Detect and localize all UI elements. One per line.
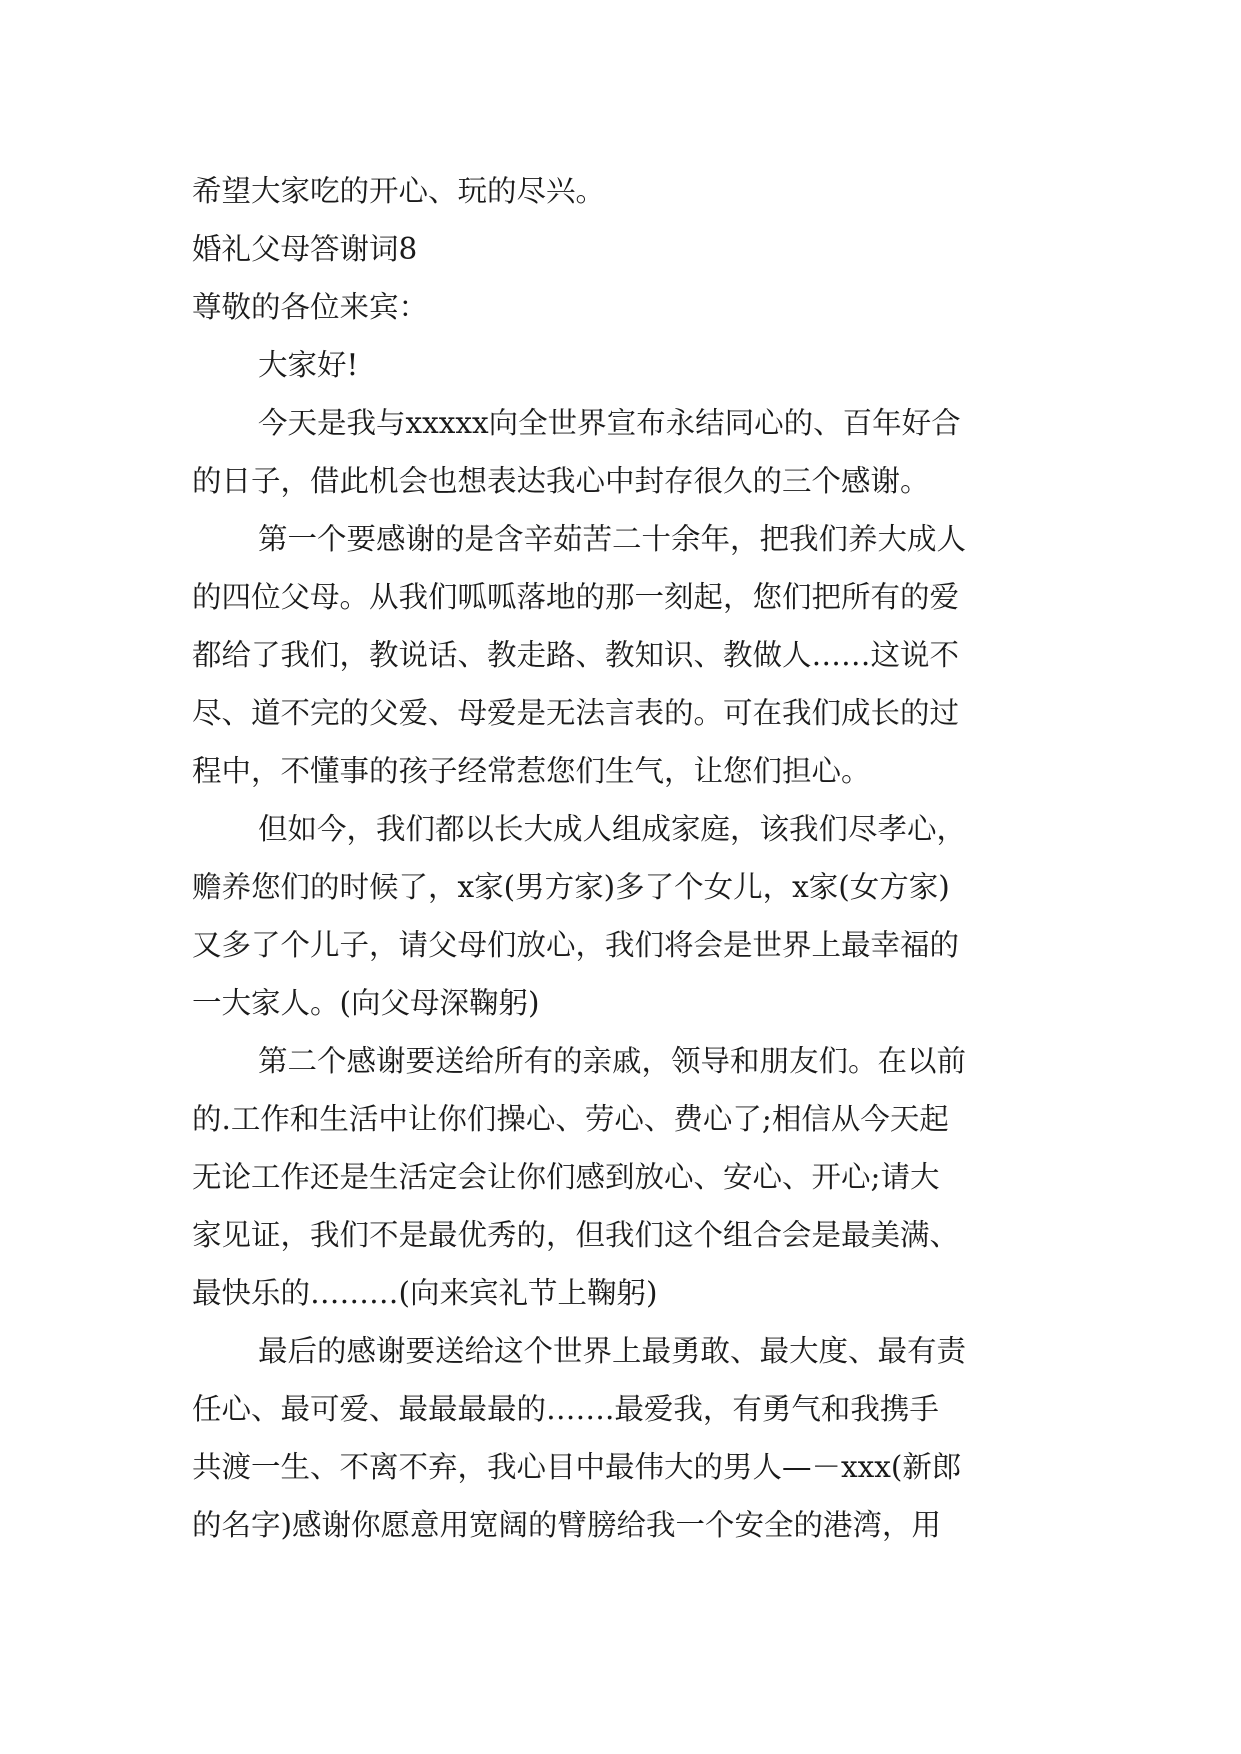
paragraph-line: 今天是我与xxxxx向全世界宣布永结同心的、百年好合 bbox=[258, 406, 961, 440]
section-heading: 婚礼父母答谢词8 bbox=[192, 232, 418, 266]
salutation: 尊敬的各位来宾： bbox=[192, 290, 429, 324]
paragraph-line: 家见证，我们不是最优秀的，但我们这个组合会是最美满、 bbox=[192, 1218, 960, 1252]
paragraph-line: 的.工作和生活中让你们操心、劳心、费心了;相信从今天起 bbox=[192, 1102, 949, 1136]
paragraph-line: 程中，不懂事的孩子经常惹您们生气，让您们担心。 bbox=[192, 754, 871, 788]
paragraph-line: 的日子，借此机会也想表达我心中封存很久的三个感谢。 bbox=[192, 464, 930, 498]
paragraph-line: 第一个要感谢的是含辛茹苦二十余年，把我们养大成人 bbox=[258, 522, 967, 556]
paragraph-line: 赡养您们的时候了，x家(男方家)多了个女儿，x家(女方家) bbox=[192, 870, 950, 904]
greeting: 大家好! bbox=[258, 348, 359, 382]
paragraph-line: 一大家人。(向父母深鞠躬) bbox=[192, 986, 540, 1020]
paragraph-line: 的四位父母。从我们呱呱落地的那一刻起，您们把所有的爱 bbox=[192, 580, 960, 614]
paragraph-line: 但如今，我们都以长大成人组成家庭，该我们尽孝心， bbox=[258, 812, 967, 846]
paragraph-line: 任心、最可爱、最最最最的…….最爱我，有勇气和我携手 bbox=[192, 1392, 939, 1426]
paragraph-line: 又多了个儿子，请父母们放心，我们将会是世界上最幸福的 bbox=[192, 928, 960, 962]
document-body bbox=[192, 162, 1052, 1554]
paragraph-line: 希望大家吃的开心、玩的尽兴。 bbox=[192, 174, 606, 208]
paragraph-line: 尽、道不完的父爱、母爱是无法言表的。可在我们成长的过 bbox=[192, 696, 960, 730]
paragraph-line: 都给了我们，教说话、教走路、教知识、教做人……这说不 bbox=[192, 638, 960, 672]
paragraph-line: 第二个感谢要送给所有的亲戚，领导和朋友们。在以前 bbox=[258, 1044, 967, 1078]
paragraph-line: 的名字)感谢你愿意用宽阔的臂膀给我一个安全的港湾，用 bbox=[192, 1508, 942, 1542]
paragraph-line: 无论工作还是生活定会让你们感到放心、安心、开心;请大 bbox=[192, 1160, 940, 1194]
paragraph-line: 最后的感谢要送给这个世界上最勇敢、最大度、最有责 bbox=[258, 1334, 967, 1368]
paragraph-line: 共渡一生、不离不弃，我心目中最伟大的男人—－xxx(新郎 bbox=[192, 1450, 962, 1484]
paragraph-line: 最快乐的………(向来宾礼节上鞠躬) bbox=[192, 1276, 658, 1310]
